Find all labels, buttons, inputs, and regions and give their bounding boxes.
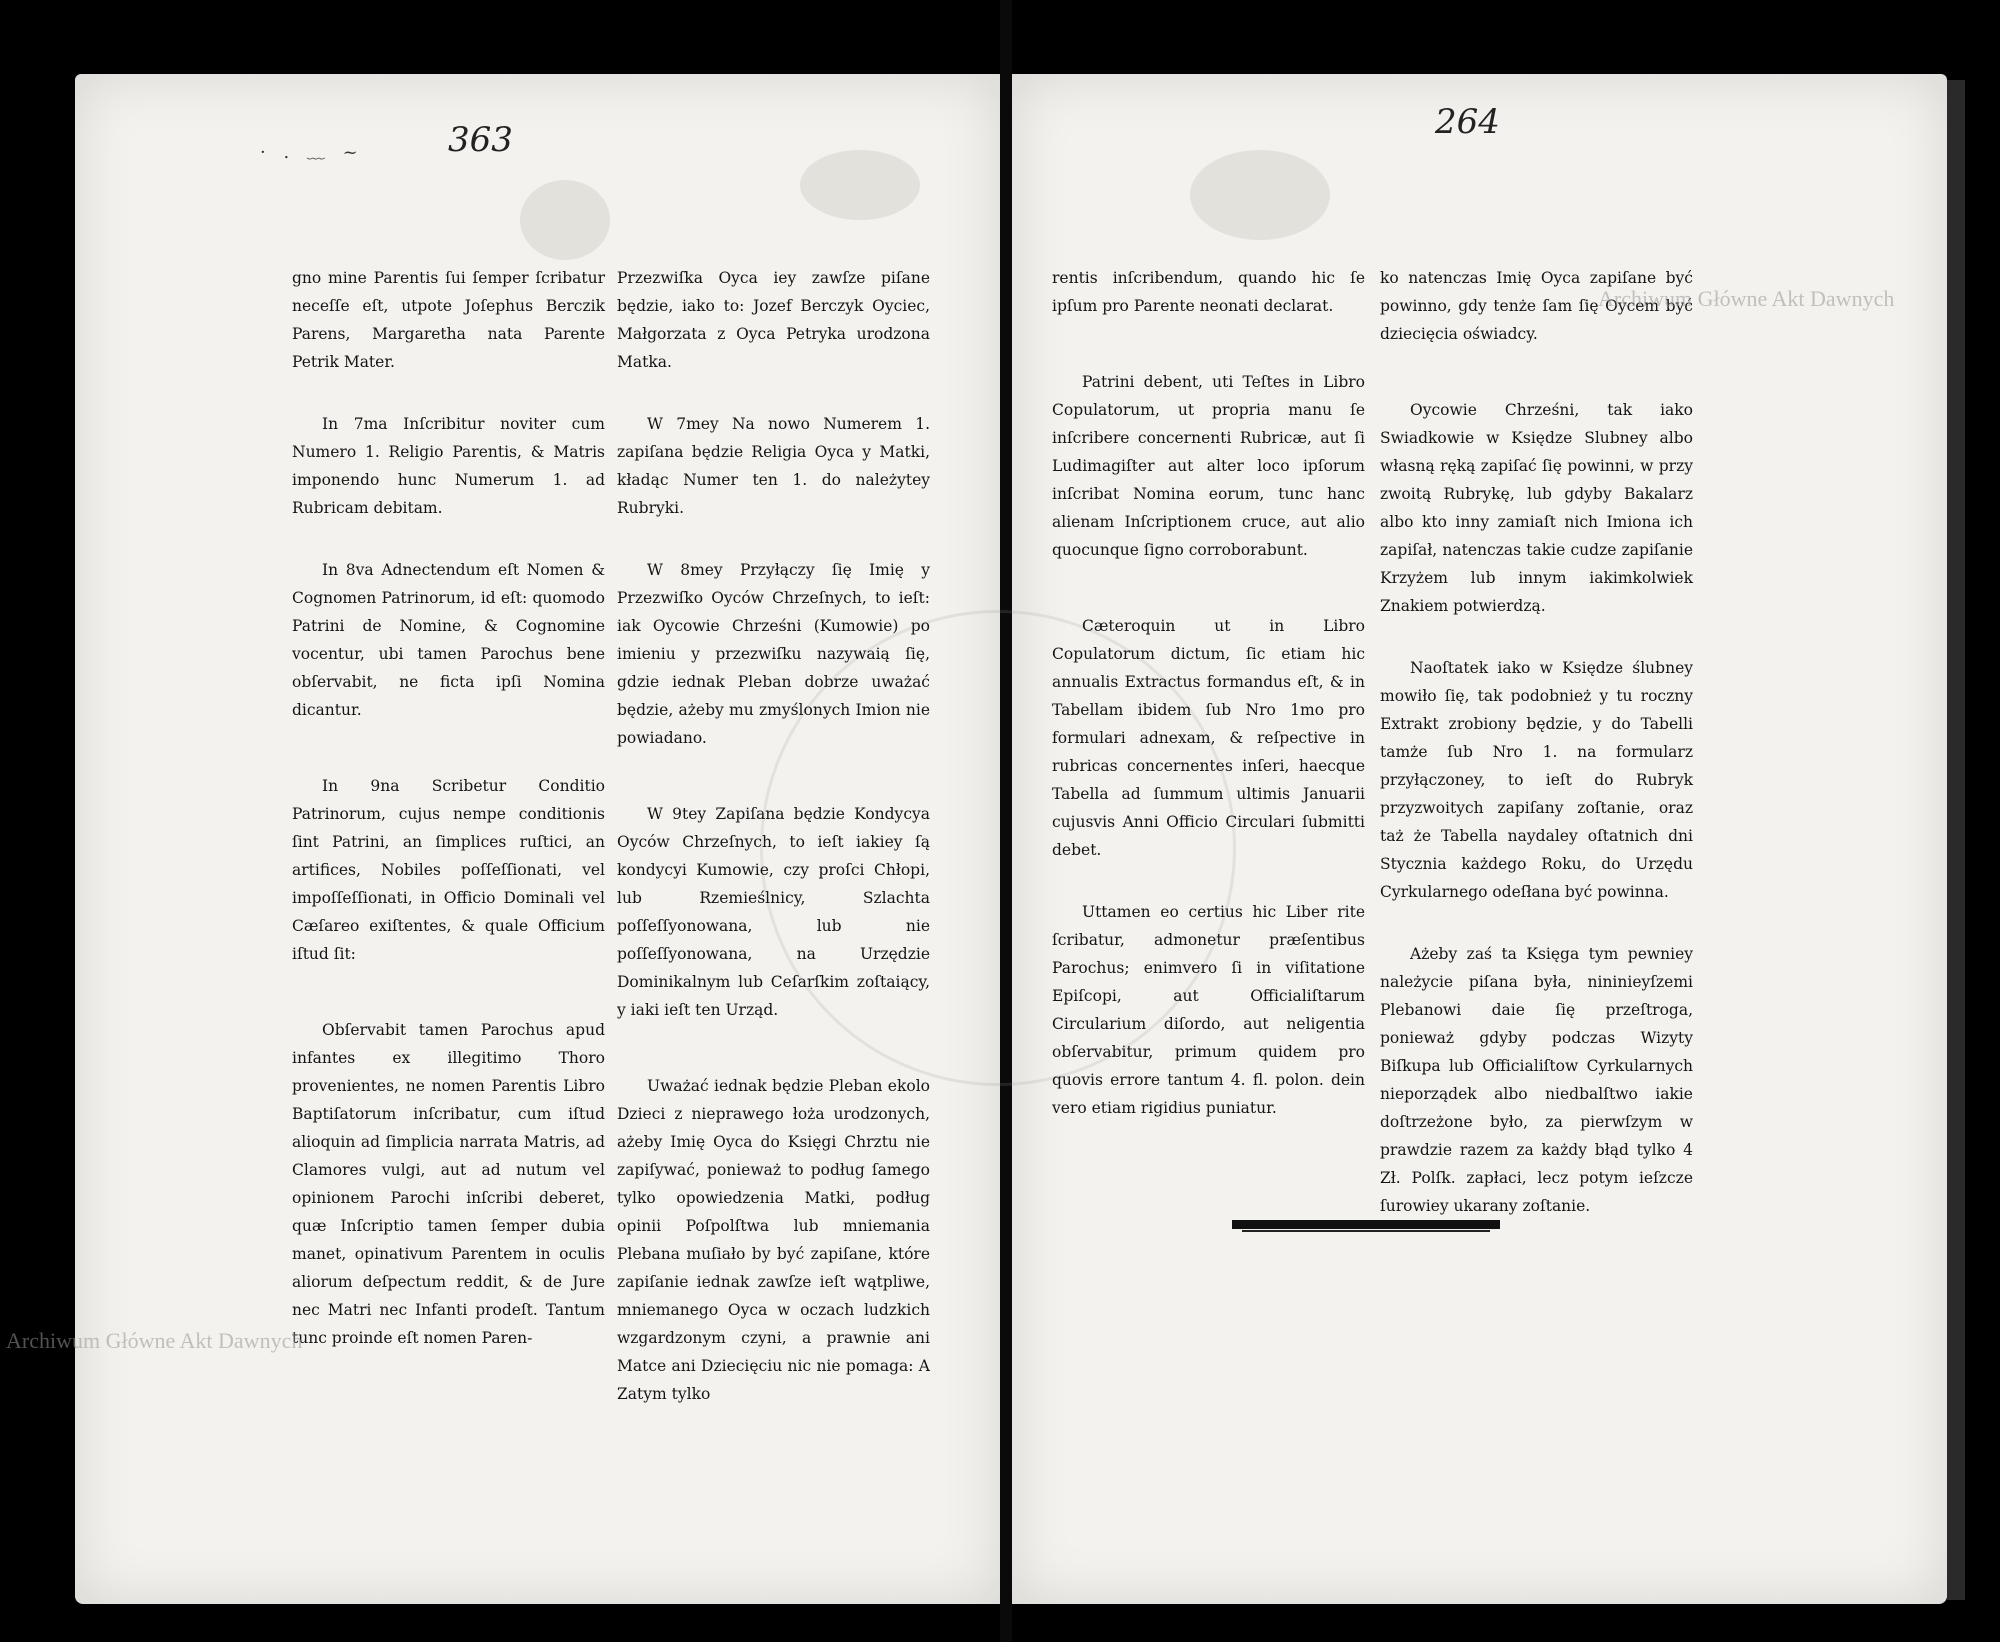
paragraph: Przezwiſka Oyca iey zawſze piſane będzie, iako to: Jozef Berczyk Oyciec, Małgorzata z Oyca Petryka urodzona Matka. bbox=[617, 269, 930, 371]
paragraph: In 7ma Inſcribitur noviter cum Numero 1. Religio Parentis, & Matris imponendo hunc Numerum 1. ad Rubricam debitam. bbox=[292, 415, 605, 517]
text-column-3 bbox=[1052, 264, 1365, 1156]
paragraph: Obſervabit tamen Parochus apud infantes ex illegitimo Thoro provenientes, ne nomen Parentis Libro Baptiſatorum inſcribatur, cum iſtud alioquin ad ſimplicia narrata Matris, ad Clamores vulgi, aut ad nutum vel opinionem Parochi inſcribi deberet, quæ Inſcriptio tamen ſemper dubia manet, opinativum Parentem in oculis aliorum deſpectum reddit, & de Jure nec Matri nec Infanti prodeſt. Tantum tunc proinde eſt nomen Paren- bbox=[292, 1021, 605, 1347]
archive-watermark: Archiwum Główne Akt Dawnych bbox=[6, 1328, 303, 1353]
paragraph: gno mine Parentis ſui ſemper ſcribatur neceſſe eſt, utpote Joſephus Berczik Parens, Margaretha nata Parente Petrik Mater. bbox=[292, 269, 605, 371]
end-rule bbox=[1232, 1220, 1500, 1229]
paragraph: In 8va Adnectendum eſt Nomen & Cognomen Patrinorum, id eſt: quomodo Patrini de Nomine, & Cognomine vocentur, ubi tamen Parochus bene obſervabit, ne ficta ipſi Nomina dicantur. bbox=[292, 561, 605, 719]
stain-mark bbox=[1190, 150, 1330, 240]
text-column-4 bbox=[1380, 264, 1693, 1254]
paragraph: rentis inſcribendum, quando hic ſe ipſum pro Parente neonati declarat. bbox=[1052, 269, 1365, 315]
paragraph: Ażeby zaś ta Księga tym pewniey należycie piſana była, nininieyſzemi Plebanowi daie ſię przeſtroga, ponieważ gdyby podczas Wizyty Biſkupa lub Officialiſtow Cyrkularnych nieporządek albo niedbalſtwo iakie doſtrzeżone było, za pierwſzym w prawdzie razem za każdy błąd tylko 4 Zł. Polſk. zapłaci, lecz potym ieſzcze ſurowiey ukarany zoſtanie. bbox=[1380, 945, 1693, 1215]
stain-mark bbox=[800, 150, 920, 220]
text-column-2 bbox=[617, 264, 930, 1442]
stain-mark bbox=[520, 180, 610, 260]
handwritten-marks: · . ﹏ ~ bbox=[260, 142, 364, 163]
paragraph: Naoſtatek iako w Księdze ślubney mowiło ſię, tak podobnież y tu roczny Extrakt zrobiony będzie, y do Tabelli tamże ſub Nro 1. na formularz przyłączoney, to ieſt do Rubryk przyzwoitych zapiſany zoſtanie, oraz taż że Tabella naydaley oſtatnich dni Stycznia każdego Roku, do Urzędu Cyrkularnego odeſłana być powinna. bbox=[1380, 659, 1693, 901]
paragraph: Uttamen eo certius hic Liber rite ſcribatur, admonetur præſentibus Parochus; enimvero ſi in viſitatione Epiſcopi, aut Officialiſtarum Circularium diſordo, aut neligentia obſervabitur, primum quidem pro quovis errore tantum 4. fl. polon. dein vero etiam rigidius puniatur. bbox=[1052, 903, 1365, 1117]
text-column-1 bbox=[292, 264, 605, 1386]
paragraph: In 9na Scribetur Conditio Patrinorum, cujus nempe conditionis ſint Patrini, an ſimplices ruſtici, an artifices, Nobiles poſſeſſionati, vel impoſſeſſionati, in Officio Dominali vel Cæſareo exiſtentes, & quale Officium iſtud ſit: bbox=[292, 777, 605, 963]
paragraph: W 8mey Przyłączy ſię Imię y Przezwiſko Oyców Chrzeſnych, to ieſt: iak Oycowie Chrześni (Kumowie) po imieniu y przezwiſku nazywaią ſię, gdzie iednak Pleban dobrze uważać będzie, ażeby mu zmyślonych Imion nie powiadano. bbox=[617, 561, 930, 747]
paragraph: W 7mey Na nowo Numerem 1. zapiſana będzie Religia Oyca y Matki, kładąc Numer ten 1. do należytey Rubryki. bbox=[617, 415, 930, 517]
paragraph: Uważać iednak będzie Pleban ekolo Dzieci z nieprawego łoża urodzonych, ażeby Imię Oyca do Księgi Chrztu nie zapiſywać, ponieważ to podług ſamego tylko opowiedzenia Matki, podług opinii Poſpolſtwa lub mniemania Plebana muſiało by być zapiſane, które zapiſanie iednak zawſze ieſt wątpliwe, mniemanego Oyca w oczach ludzkich wzgardzonym czyni, a prawnie ani Matce ani Dziecięciu nic nie pomaga: A Zatym tylko bbox=[617, 1077, 930, 1403]
paragraph: ko natenczas Imię Oyca zapiſane być powinno, gdy tenże ſam ſię Oycem być dziecięcia oświadcy. bbox=[1380, 269, 1693, 343]
paragraph: W 9tey Zapiſana będzie Kondycya Oyców Chrzeſnych, to ieſt iakiey ſą kondycyi Kumowie, czy proſci Chłopi, lub Rzemieślnicy, Szlachta poſſeſſyonowana, lub nie poſſeſſyonowana, na Urzędzie Dominikalnym lub Ceſarſkim zoſtaiący, y iaki ieſt ten Urząd. bbox=[617, 805, 930, 1019]
page-number-right: 264 bbox=[1435, 102, 1500, 142]
page-edge bbox=[1947, 80, 1965, 1600]
archive-watermark: Archiwum Główne Akt Dawnych bbox=[1598, 286, 1895, 311]
paragraph: Patrini debent, uti Teſtes in Libro Copulatorum, ut propria manu ſe inſcribere concernenti Rubricæ, aut ſi Ludimagiſter aut alter loco ipſorum inſcribat Nomina eorum, tunc hanc alienam Inſcriptionem cruce, aut alio quocunque ſigno corroborabunt. bbox=[1052, 373, 1365, 559]
page-number-left: 363 bbox=[448, 120, 513, 160]
paragraph: Oycowie Chrześni, tak iako Swiadkowie w Księdze Slubney albo własną ręką zapiſać ſię powinni, w przy zwoitą Rubrykę, lub gdyby Bakalarz albo kto inny zamiaſt nich Imiona ich zapiſał, natenczas takie cudze zapiſanie Krzyżem lub innym iakimkolwiek Znakiem potwierdzą. bbox=[1380, 401, 1693, 615]
paragraph: Cæteroquin ut in Libro Copulatorum dictum, ſic etiam hic annualis Extractus formandus eſt, & in Tabellam ibidem ſub Nro 1mo pro formulari adnexam, & reſpective in rubricas concernentes inſeri, haecque Tabella ad ſummum ultimis Januarii cujusvis Anni Officio Circulari ſubmitti debet. bbox=[1052, 617, 1365, 859]
